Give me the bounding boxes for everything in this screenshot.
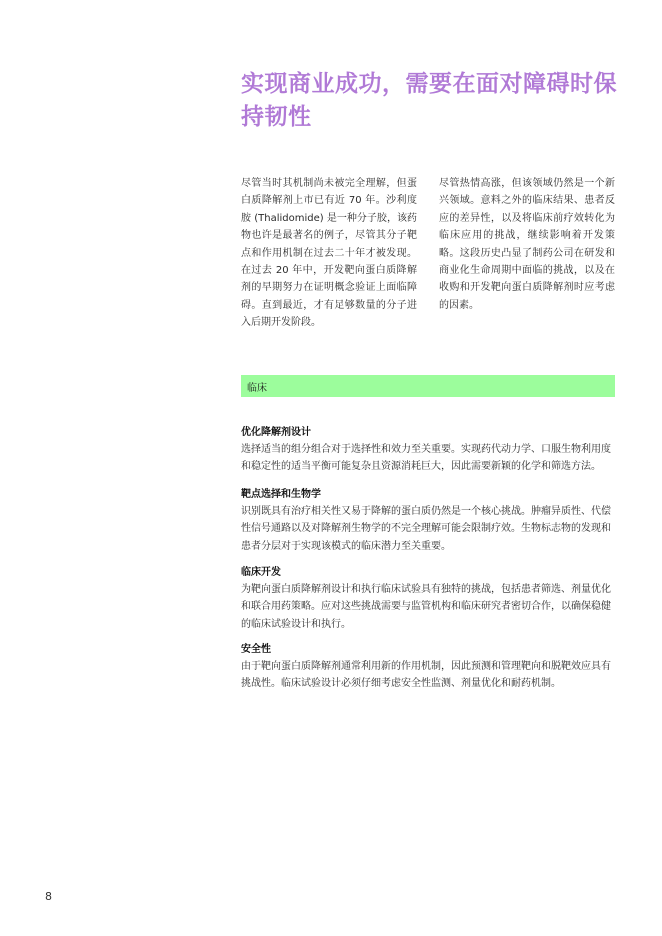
section-heading: 安全性: [241, 644, 271, 655]
section-body: 由于靶向蛋白质降解剂通常利用新的作用机制，因此预测和管理靶向和脱靶效应具有挑战性。临床试验设计必须仔细考虑安全性监测、剂量优化和耐药机制。: [241, 661, 611, 690]
page-title: 实现商业成功，需要在面对障碍时保持韧性: [241, 71, 617, 130]
page-number: 8: [45, 890, 52, 903]
section-safety: [241, 642, 617, 693]
section-clinical-development: [241, 565, 617, 633]
section-band-clinical: [241, 375, 615, 397]
section-target-biology: [241, 487, 617, 555]
band-label: 临床: [247, 382, 267, 394]
section-heading: 临床开发: [241, 567, 281, 578]
section-body: 识别既具有治疗相关性又易于降解的蛋白质仍然是一个核心挑战。肿瘤异质性、代偿性信号通路以及对降解剂生物学的不完全理解可能会限制疗效。生物标志物的发现和患者分层对于实现该模式的临床潜力至关重要。: [241, 506, 611, 552]
section-body: 选择适当的组分组合对于选择性和效力至关重要。实现药代动力学、口服生物利用度和稳定性的适当平衡可能复杂且资源消耗巨大，因此需要新颖的化学和筛选方法。: [241, 444, 611, 473]
section-body: 为靶向蛋白质降解剂设计和执行临床试验具有独特的挑战，包括患者筛选、剂量优化和联合用药策略。应对这些挑战需要与监管机构和临床研究者密切合作，以确保稳健的临床试验设计和执行。: [241, 584, 611, 630]
section-heading: 优化降解剂设计: [241, 427, 311, 438]
section-degrader-design: [241, 425, 617, 476]
section-heading: 靶点选择和生物学: [241, 489, 321, 500]
intro-paragraph-left: 尽管当时其机制尚未被完全理解，但蛋白质降解剂上市已有近 70 年。沙利度胺 (Thalidomide) 是一种分子胶，该药物也许是最著名的例子，尽管其分子靶点和作用机制在过去二十年才被发现。在过去 20 年中，开发靶向蛋白质降解剂的早期努力在证明概念验证上面临障碍。直到最近，才有足够数量的分子进入后期开发阶段。: [241, 178, 417, 329]
intro-paragraph-right: 尽管热情高涨，但该领域仍然是一个新兴领域。意料之外的临床结果、患者反应的差异性，以及将临床前疗效转化为临床应用的挑战，继续影响着开发策略。这段历史凸显了制药公司在研发和商业化生命周期中面临的挑战，以及在收购和开发靶向蛋白质降解剂时应考虑的因素。: [439, 178, 615, 311]
